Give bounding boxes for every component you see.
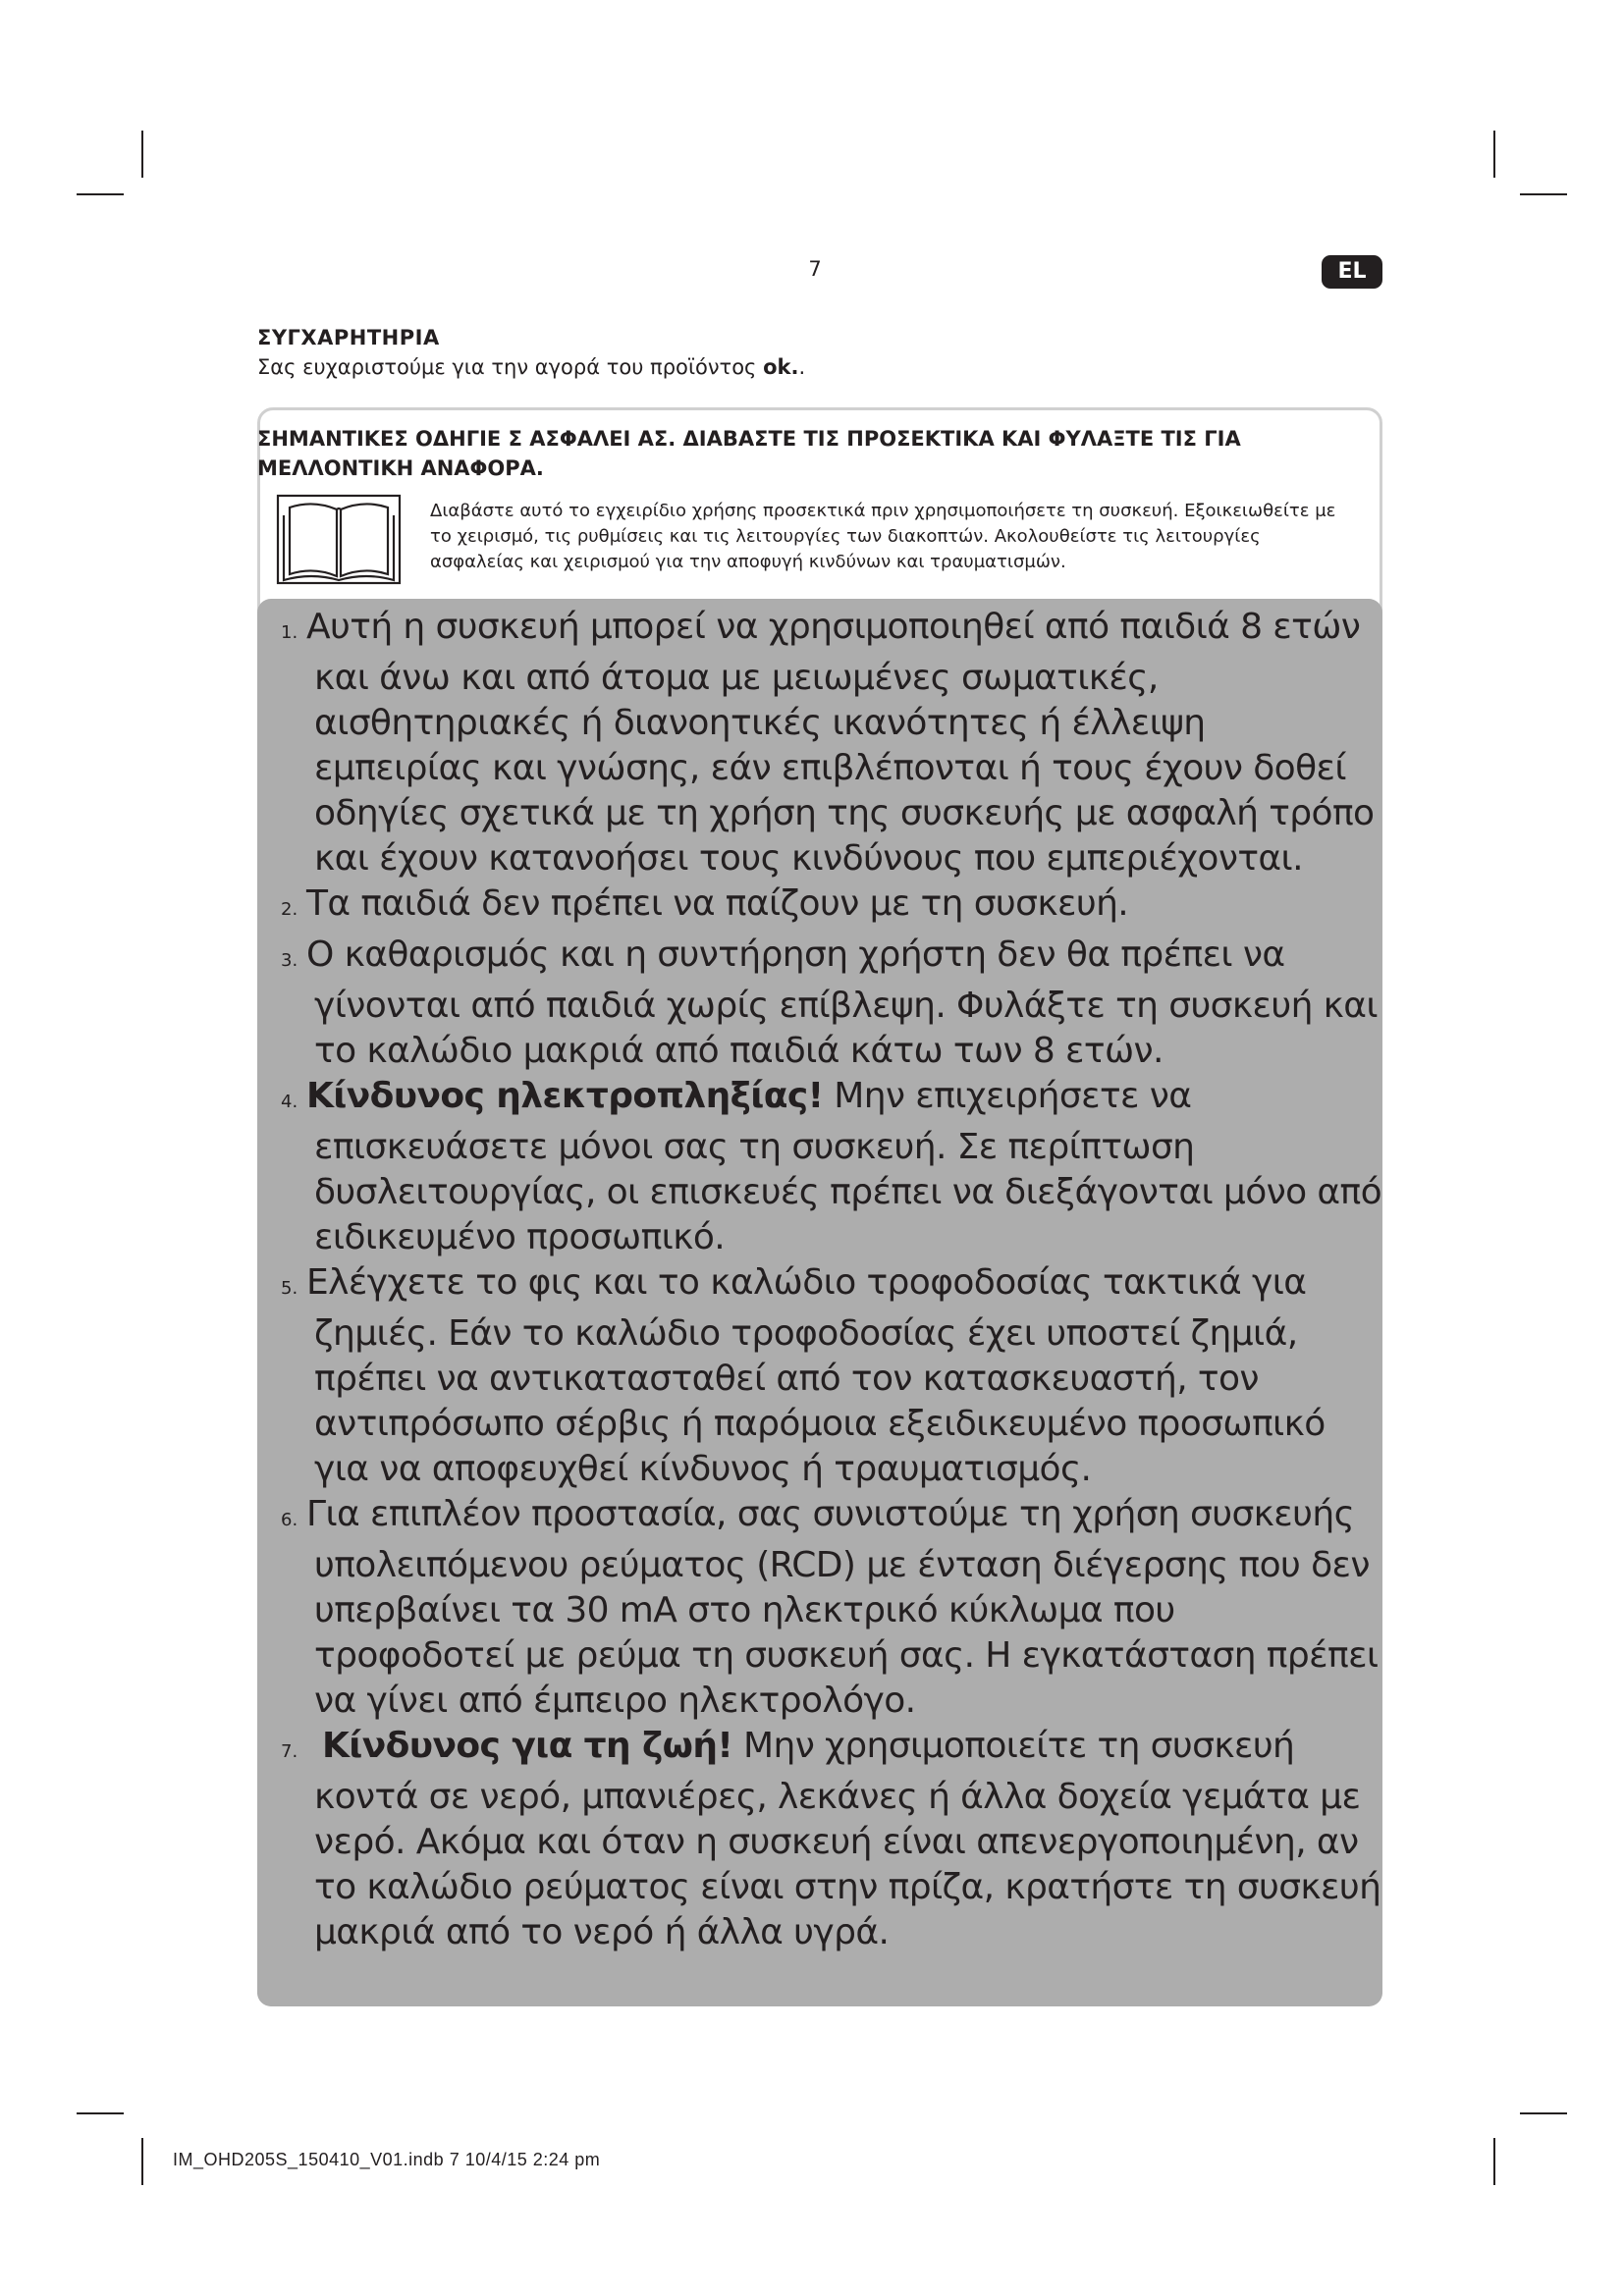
warning-text: Μην επιχειρήσετε να επισκευάσετε μόνοι σας τη συσκευή. Σε περίπτωση δυσλειτουργίας, οι επισκευές πρέπει να διεξάγονται μόνο από ειδικευμένο προσωπικό. [314, 1076, 1382, 1257]
congrats-text-after: . [798, 355, 806, 379]
warning-text: Ελέγχετε το φις και το καλώδιο τροφοδοσίας τακτικά για ζημιές. Εάν το καλώδιο τροφοδοσίας έχει υποστεί ζημιά, πρέπει να αντικατασταθεί από τον κατασκευαστή, τον αντιπρόσωπο σέρβις ή παρόμοια εξειδικευμένο προσωπικό για να αποφευχθεί κίνδυνος ή τραυματισμός. [306, 1262, 1326, 1489]
print-slug: IM_OHD205S_150410_V01.indb 7 10/4/15 2:24 pm [173, 2150, 601, 2169]
crop-mark [1520, 193, 1567, 195]
crop-mark [77, 193, 124, 195]
warning-number: 3. [281, 950, 298, 971]
brand-name: ok. [763, 355, 799, 379]
warning-number: 1. [281, 622, 298, 643]
warning-number: 4. [281, 1092, 298, 1112]
congrats-section [257, 326, 805, 379]
warning-number: 6. [281, 1510, 298, 1530]
crop-mark [141, 2138, 143, 2185]
crop-mark [1493, 2138, 1495, 2185]
warning-text: Ο καθαρισμός και η συντήρηση χρήστη δεν θα πρέπει να γίνονται από παιδιά χωρίς επίβλεψη. Φυλάξτε τη συσκευή και το καλώδιο μακριά από παιδιά κάτω των 8 ετών. [306, 934, 1378, 1071]
congrats-text-before: Σας ευχαριστούμε για την αγορά του προϊόντος [257, 355, 764, 379]
crop-mark [1520, 2112, 1567, 2114]
safety-notice-intro: Διαβάστε αυτό το εγχειρίδιο χρήσης προσεκτικά πριν χρησιμοποιήσετε τη συσκευή. Εξοικειωθείτε με το χειρισμό, τις ρυθμίσεις και τις λειτουργίες των διακοπτών. Ακολουθείστε τις λειτουργίες ασφαλείας και χειρισμού για την αποφυγή κινδύνων και τραυματισμών. [430, 501, 1336, 572]
congrats-text [257, 355, 805, 379]
crop-mark [77, 2112, 124, 2114]
warning-text: Τα παιδιά δεν πρέπει να παίζουν με τη συσκευή. [306, 883, 1129, 924]
crop-mark [141, 131, 143, 178]
open-book-icon [276, 494, 402, 585]
safety-notice-title: ΣΗΜΑΝΤΙΚΕΣ ΟΔΗΓΙΕ Σ ΑΣΦΑΛΕΙ ΑΣ. ΔΙΑΒΑΣΤΕ ΤΙΣ ΠΡΟΣΕΚΤΙΚΑ ΚΑΙ ΦΥΛΑΞΤΕ ΤΙΣ ΓΙΑ ΜΕΛΛΟΝΤΙΚΗ ΑΝΑΦΟΡΑ. [257, 427, 1241, 480]
warning-item [257, 605, 1382, 881]
warning-item [257, 1724, 1382, 1955]
warning-item [257, 933, 1382, 1074]
warning-bold: Κίνδυνος ηλεκτροπληξίας! [306, 1076, 824, 1116]
page-number: 7 [808, 257, 822, 281]
warning-item [257, 1492, 1382, 1724]
warning-number: 2. [281, 899, 298, 920]
warnings-list [257, 605, 1382, 1955]
warning-item [257, 881, 1382, 933]
warning-text: Για επιπλέον προστασία, σας συνιστούμε τη χρήση συσκευής υπολειπόμενου ρεύματος (RCD) με ένταση διέγερσης που δεν υπερβαίνει τα 30 mA στο ηλεκτρικό κύκλωμα που τροφοδοτεί με ρεύμα τη συσκευή σας. Η εγκατάσταση πρέπει να γίνει από έμπειρο ηλεκτρολόγο. [306, 1494, 1379, 1721]
crop-mark [1493, 131, 1495, 178]
warning-bold: Κίνδυνος για τη ζωή! [322, 1726, 733, 1766]
language-badge: EL [1322, 255, 1382, 289]
warning-item [257, 1260, 1382, 1492]
warning-number: 7. [281, 1741, 298, 1762]
congrats-heading: ΣΥΓΧΑΡΗΤΗΡΙΑ [257, 326, 440, 349]
warning-number: 5. [281, 1278, 298, 1299]
warning-text: Αυτή η συσκευή μπορεί να χρησιμοποιηθεί από παιδιά 8 ετών και άνω και από άτομα με μειωμένες σωματικές, αισθητηριακές ή διανοητικές ικανότητες ή έλλειψη εμπειρίας και γνώσης, εάν επιβλέπονται ή τους έχουν δοθεί οδηγίες σχετικά με τη χρήση της συσκευής με ασφαλή τρόπο και έχουν κατανοήσει τους κινδύνους που εμπεριέχονται. [306, 607, 1375, 879]
warning-item [257, 1074, 1382, 1260]
warning-text: Μην χρησιμοποιείτε τη συσκευή κοντά σε νερό, μπανιέρες, λεκάνες ή άλλα δοχεία γεμάτα με νερό. Ακόμα και όταν η συσκευή είναι απενεργοποιημένη, αν το καλώδιο ρεύματος είναι στην πρίζα, κρατήστε τη συσκευή μακριά από το νερό ή άλλα υγρά. [314, 1726, 1381, 1952]
